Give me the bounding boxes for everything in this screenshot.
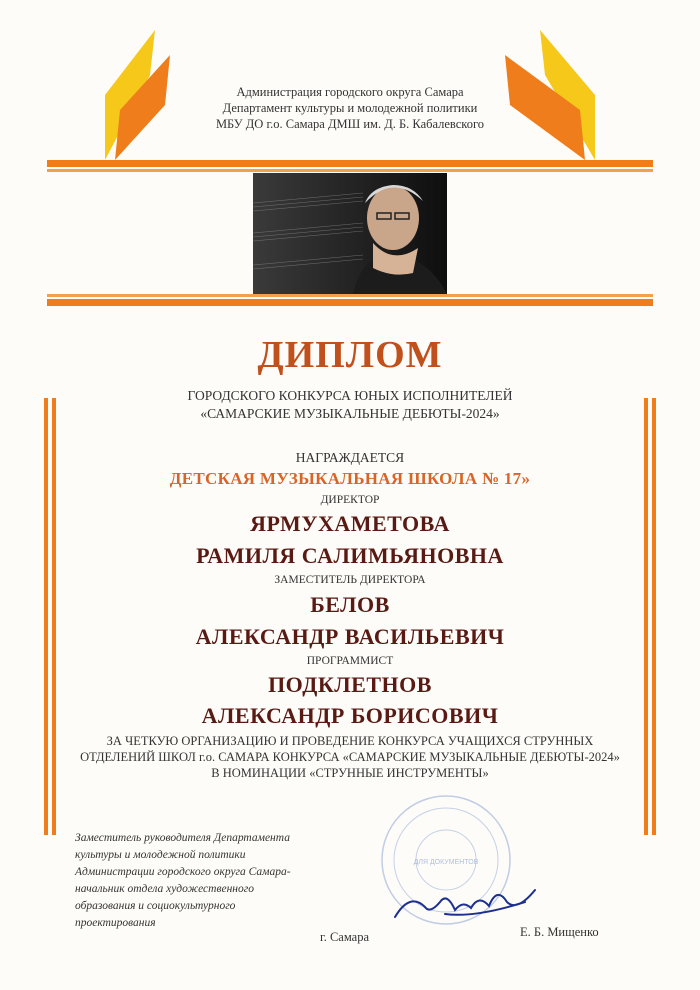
bottom-band (47, 299, 653, 306)
city-label: г. Самара (320, 930, 370, 944)
signatory-position (75, 830, 325, 932)
programmer-given-name: АЛЕКСАНДР БОРИСОВИЧ (201, 703, 499, 728)
signatory-position-line: Заместитель руководителя Департамента (75, 832, 290, 844)
handwritten-signature (385, 872, 555, 932)
role-deputy: ЗАМЕСТИТЕЛЬ ДИРЕКТОРА (274, 574, 426, 586)
signatory-position-line: образования и социокультурного (75, 900, 236, 912)
header-department: Департамент культуры и молодежной политики (222, 101, 478, 115)
awarded-label: НАГРАЖДАЕТСЯ (295, 450, 405, 465)
header-administration: Администрация городского округа Самара (236, 85, 464, 99)
reason-line1: ЗА ЧЕТКУЮ ОРГАНИЗАЦИЮ И ПРОВЕДЕНИЕ КОНКУРСА УЧАЩИХСЯ СТРУННЫХ (106, 734, 594, 748)
signatory-position-line: проектирования (75, 917, 156, 929)
deputy-given-name: АЛЕКСАНДР ВАСИЛЬЕВИЧ (195, 624, 505, 649)
role-programmer: ПРОГРАММИСТ (306, 655, 394, 667)
top-band-thin (47, 169, 653, 172)
deputy-surname: БЕЛОВ (310, 592, 390, 617)
role-director: ДИРЕКТОР (320, 494, 380, 506)
programmer-surname: ПОДКЛЕТНОВ (268, 672, 432, 697)
director-surname: ЯРМУХАМЕТОВА (250, 511, 450, 536)
portrait-photo (253, 173, 447, 294)
reason-line2: ОТДЕЛЕНИЙ ШКОЛ г.о. САМАРА КОНКУРСА «САМАРСКИЕ МУЗЫКАЛЬНЫЕ ДЕБЮТЫ-2024» (80, 750, 620, 764)
signatory-position-line: начальник отдела художественного (75, 883, 254, 895)
signatory-position-line: культуры и молодежной политики (75, 849, 246, 861)
bottom-band-thin (47, 294, 653, 297)
director-given-name: РАМИЛЯ САЛИМЬЯНОВНА (196, 543, 504, 568)
header-school: МБУ ДО г.о. Самара ДМШ им. Д. Б. Кабалевского (215, 117, 485, 131)
stamp-text: ДЛЯ ДОКУМЕНТОВ (413, 859, 479, 866)
school-name: ДЕТСКАЯ МУЗЫКАЛЬНАЯ ШКОЛА № 17» (169, 469, 531, 488)
diploma-title: ДИПЛОМ (257, 334, 443, 376)
competition-line1: ГОРОДСКОГО КОНКУРСА ЮНЫХ ИСПОЛНИТЕЛЕЙ (187, 388, 513, 403)
reason-line3: В НОМИНАЦИИ «СТРУННЫЕ ИНСТРУМЕНТЫ» (211, 766, 489, 780)
top-band (47, 160, 653, 167)
signatory-position-line: Администрации городского округа Самара- (75, 866, 291, 878)
signatory-name: Е. Б. Мищенко (520, 925, 599, 939)
competition-line2: «САМАРСКИЕ МУЗЫКАЛЬНЫЕ ДЕБЮТЫ-2024» (200, 406, 500, 421)
